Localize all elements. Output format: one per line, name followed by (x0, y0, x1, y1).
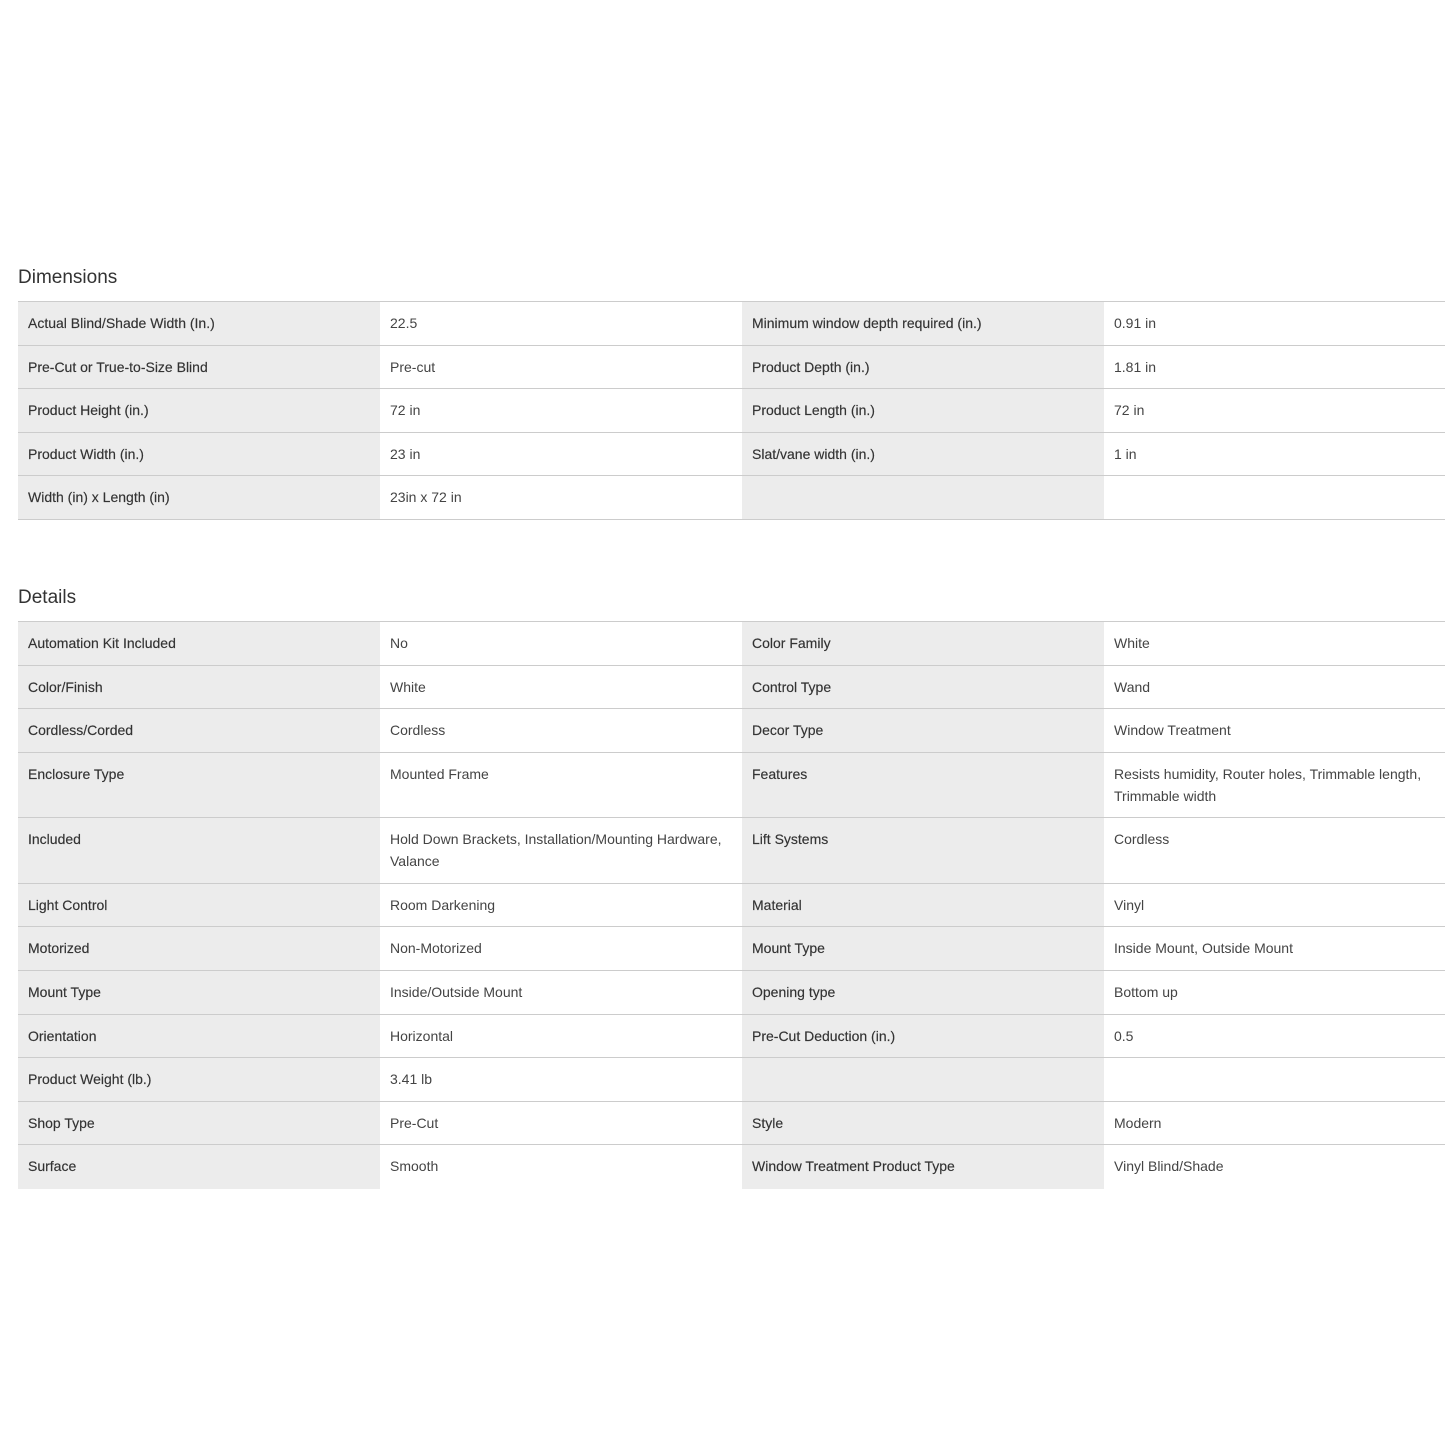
spec-label: Product Height (in.) (18, 389, 380, 432)
spec-row (18, 1145, 1445, 1189)
spec-value: 0.5 (1104, 1015, 1445, 1058)
spec-label: Style (742, 1102, 1104, 1145)
spec-label (742, 1058, 1104, 1101)
spec-row (18, 666, 1445, 710)
spec-value: Resists humidity, Router holes, Trimmable length, Trimmable width (1104, 753, 1445, 818)
spec-value: Inside/Outside Mount (380, 971, 742, 1014)
dimensions-table (18, 302, 1445, 520)
spec-value: 23 in (380, 433, 742, 476)
spec-row (18, 302, 1445, 346)
spec-label: Material (742, 884, 1104, 927)
spec-label: Product Depth (in.) (742, 346, 1104, 389)
spec-label: Features (742, 753, 1104, 818)
spec-value: 3.41 lb (380, 1058, 742, 1101)
spec-value: No (380, 622, 742, 665)
spec-label: Actual Blind/Shade Width (In.) (18, 302, 380, 345)
spec-row (18, 818, 1445, 884)
spec-value: Cordless (1104, 818, 1445, 883)
spec-value: Inside Mount, Outside Mount (1104, 927, 1445, 970)
spec-label: Motorized (18, 927, 380, 970)
spec-label: Product Length (in.) (742, 389, 1104, 432)
spec-value: Pre-cut (380, 346, 742, 389)
spec-label: Enclosure Type (18, 753, 380, 818)
spec-value: Non-Motorized (380, 927, 742, 970)
spec-value: 22.5 (380, 302, 742, 345)
spec-value: Cordless (380, 709, 742, 752)
details-section (18, 582, 1445, 1189)
spec-label: Included (18, 818, 380, 883)
spec-label: Cordless/Corded (18, 709, 380, 752)
spec-label (742, 476, 1104, 519)
spec-label: Decor Type (742, 709, 1104, 752)
spec-label: Color/Finish (18, 666, 380, 709)
spec-value: Smooth (380, 1145, 742, 1189)
spec-value: Window Treatment (1104, 709, 1445, 752)
spec-label: Surface (18, 1145, 380, 1189)
spec-row (18, 927, 1445, 971)
spec-value: Bottom up (1104, 971, 1445, 1014)
spec-label: Width (in) x Length (in) (18, 476, 380, 519)
spec-row (18, 433, 1445, 477)
spec-value: 23in x 72 in (380, 476, 742, 519)
spec-value: 1 in (1104, 433, 1445, 476)
spec-label: Product Width (in.) (18, 433, 380, 476)
spec-value (1104, 476, 1445, 519)
spec-value: Vinyl Blind/Shade (1104, 1145, 1445, 1189)
spec-value: Horizontal (380, 1015, 742, 1058)
spec-label: Lift Systems (742, 818, 1104, 883)
spec-value: Vinyl (1104, 884, 1445, 927)
spec-value: 72 in (1104, 389, 1445, 432)
spec-label: Mount Type (18, 971, 380, 1014)
spec-value: Hold Down Brackets, Installation/Mounting Hardware, Valance (380, 818, 742, 883)
spec-value: Pre-Cut (380, 1102, 742, 1145)
spec-value (1104, 1058, 1445, 1101)
spec-row (18, 971, 1445, 1015)
dimensions-title: Dimensions (18, 262, 1445, 302)
spec-value: Mounted Frame (380, 753, 742, 818)
dimensions-section (18, 262, 1445, 520)
details-title: Details (18, 582, 1445, 622)
spec-row (18, 1015, 1445, 1059)
spec-label: Pre-Cut Deduction (in.) (742, 1015, 1104, 1058)
spec-label: Slat/vane width (in.) (742, 433, 1104, 476)
spec-value: Room Darkening (380, 884, 742, 927)
spec-row (18, 476, 1445, 520)
spec-value: 0.91 in (1104, 302, 1445, 345)
spec-row (18, 884, 1445, 928)
spec-label: Mount Type (742, 927, 1104, 970)
spec-row (18, 1058, 1445, 1102)
spec-label: Control Type (742, 666, 1104, 709)
spec-row (18, 622, 1445, 666)
spec-row (18, 389, 1445, 433)
spec-row (18, 753, 1445, 819)
spec-value: 72 in (380, 389, 742, 432)
spec-label: Color Family (742, 622, 1104, 665)
spec-value: Wand (1104, 666, 1445, 709)
spec-label: Pre-Cut or True-to-Size Blind (18, 346, 380, 389)
spec-label: Product Weight (lb.) (18, 1058, 380, 1101)
spec-row (18, 709, 1445, 753)
spec-value: White (1104, 622, 1445, 665)
spec-label: Opening type (742, 971, 1104, 1014)
spec-label: Minimum window depth required (in.) (742, 302, 1104, 345)
spec-value: Modern (1104, 1102, 1445, 1145)
spec-label: Light Control (18, 884, 380, 927)
spec-value: White (380, 666, 742, 709)
details-table (18, 622, 1445, 1189)
spec-label: Shop Type (18, 1102, 380, 1145)
spec-value: 1.81 in (1104, 346, 1445, 389)
spec-row (18, 346, 1445, 390)
spec-row (18, 1102, 1445, 1146)
spec-label: Window Treatment Product Type (742, 1145, 1104, 1189)
spec-label: Automation Kit Included (18, 622, 380, 665)
spec-label: Orientation (18, 1015, 380, 1058)
